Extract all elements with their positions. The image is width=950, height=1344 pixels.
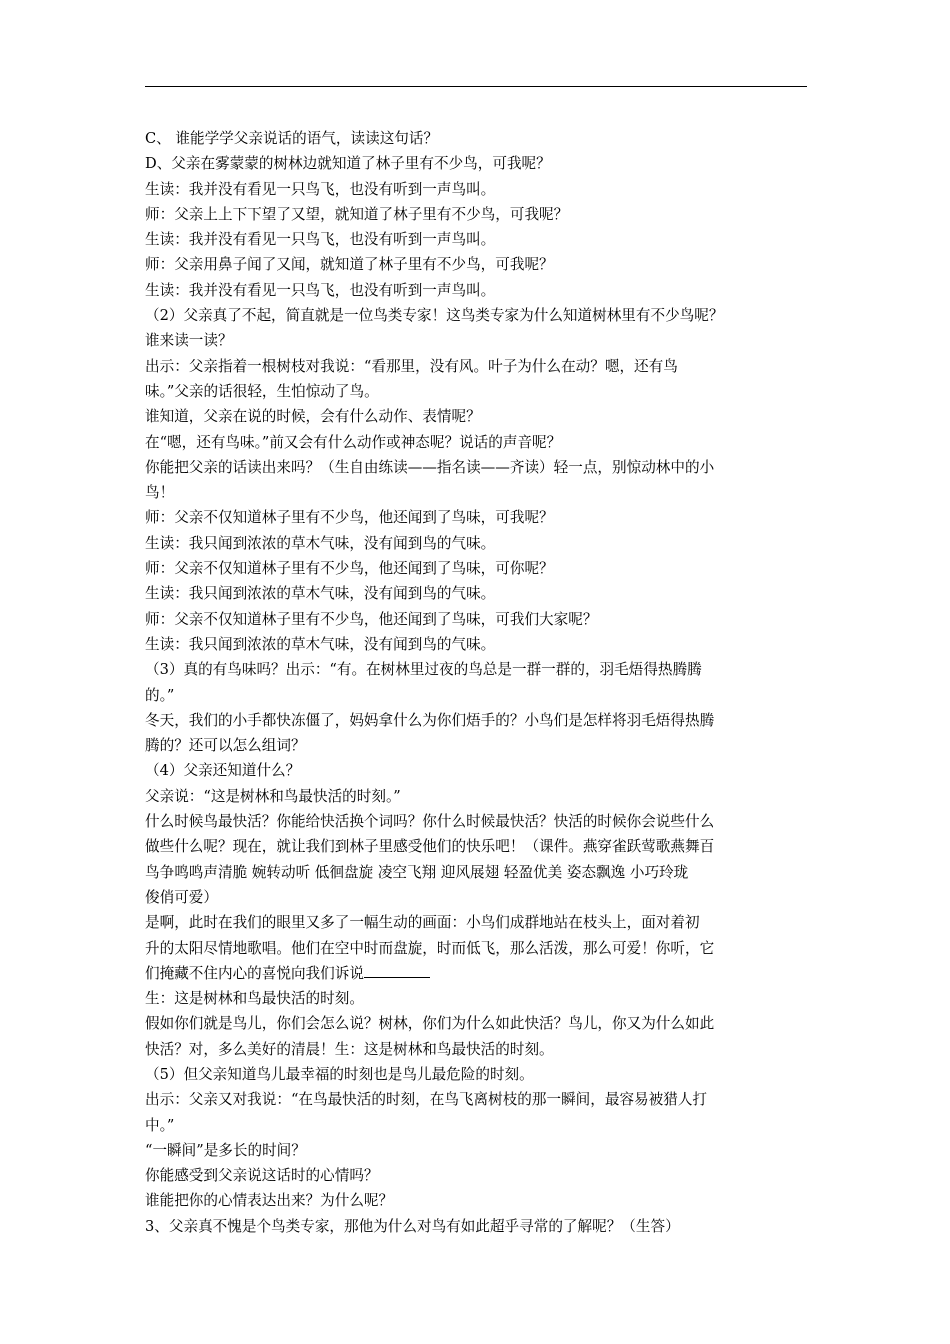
text-line: 生：这是树林和鸟最快活的时刻。	[145, 990, 364, 1008]
fill-in-blank	[364, 961, 430, 978]
text-line: 升的太阳尽情地歌唱。他们在空中时而盘旋，时而低飞，那么活泼，那么可爱！你听，它	[145, 939, 715, 957]
text-line: 做些什么呢？现在，就让我们到林子里感受他们的快乐吧！（课件。燕穿雀跃莺歌燕舞百	[145, 838, 715, 856]
text-line: 什么时候鸟最快活？你能给快活换个词吗？你什么时候最快活？快活的时候你会说些什么	[145, 813, 715, 831]
text-line: 生读：我只闻到浓浓的草木气味，没有闻到鸟的气味。	[145, 585, 496, 603]
text-line: 假如你们就是鸟儿，你们会怎么说？树林，你们为什么如此快活？鸟儿，你又为什么如此	[145, 1015, 715, 1033]
text-line: 你能感受到父亲说这话时的心情吗？	[145, 1167, 379, 1185]
text-line: 师：父亲不仅知道林子里有不少鸟，他还闻到了鸟味，可我们大家呢？	[145, 610, 598, 628]
header-rule	[145, 86, 807, 87]
text-line: 鸟争鸣鸣声清脆 婉转动听 低徊盘旋 凌空飞翔 迎风展翅 轻盈优美 姿态飘逸 小巧玲珑	[145, 863, 689, 881]
text-line: “一瞬间”是多长的时间？	[145, 1141, 306, 1159]
text-line: （3）真的有鸟味吗？出示：“有。在树林里过夜的鸟总是一群一群的，羽毛焐得热腾腾	[145, 661, 702, 679]
text-line: 在“嗯，还有鸟味。”前又会有什么动作或神态呢？说话的声音呢？	[145, 433, 562, 451]
text-line: 生读：我只闻到浓浓的草木气味，没有闻到鸟的气味。	[145, 635, 496, 653]
text-line: 谁能把你的心情表达出来？为什么呢？	[145, 1192, 394, 1210]
document-body	[145, 126, 807, 1239]
text-line: 快活？对，多么美好的清晨！生：这是树林和鸟最快活的时刻。	[145, 1040, 554, 1058]
text-line: 味。”父亲的话很轻，生怕惊动了鸟。	[145, 382, 379, 400]
text-line: 你能把父亲的话读出来吗？（生自由练读——指名读——齐读）轻一点，别惊动林中的小	[145, 458, 715, 476]
text-line: 的。”	[145, 686, 175, 704]
text-line: 师：父亲不仅知道林子里有不少鸟，他还闻到了鸟味，可你呢？	[145, 560, 554, 578]
text-line: 腾的？还可以怎么组词？	[145, 737, 306, 755]
text-line: （4）父亲还知道什么？	[145, 762, 301, 780]
text-line: 中。”	[145, 1116, 175, 1134]
text-line: 生读：我并没有看见一只鸟飞，也没有听到一声鸟叫。	[145, 281, 496, 299]
text-line: 生读：我并没有看见一只鸟飞，也没有听到一声鸟叫。	[145, 231, 496, 249]
text-line: （5）但父亲知道鸟儿最幸福的时刻也是鸟儿最危险的时刻。	[145, 1065, 534, 1083]
text-line: 谁来读一读？	[145, 332, 233, 350]
text-line: 生读：我只闻到浓浓的草木气味，没有闻到鸟的气味。	[145, 534, 496, 552]
text-line: 父亲说：“这是树林和鸟最快活的时刻。”	[145, 787, 401, 805]
text-line: 出示：父亲指着一根树枝对我说：“看那里，没有风。叶子为什么在动？嗯，还有鸟	[145, 357, 678, 375]
text-line: 谁知道，父亲在说的时候，会有什么动作、表情呢？	[145, 408, 481, 426]
text-line: 鸟！	[145, 484, 175, 502]
text-line-content: 们掩藏不住内心的喜悦向我们诉说	[145, 964, 364, 982]
text-line: 出示：父亲又对我说：“在鸟最快活的时刻，在鸟飞离树枝的那一瞬间，最容易被猎人打	[145, 1091, 708, 1109]
text-line: 生读：我并没有看见一只鸟飞，也没有听到一声鸟叫。	[145, 180, 496, 198]
text-line: 3、父亲真不愧是个鸟类专家，那他为什么对鸟有如此超乎寻常的了解呢？（生答）	[145, 1217, 680, 1235]
text-line: C、 谁能学学父亲说话的语气，读读这句话？	[145, 130, 439, 147]
text-line: 师：父亲用鼻子闻了又闻，就知道了林子里有不少鸟，可我呢？	[145, 256, 554, 274]
text-line: 是啊，此时在我们的眼里又多了一幅生动的画面：小鸟们成群地站在枝头上，面对着初	[145, 914, 700, 932]
text-line: （2）父亲真了不起，简直就是一位鸟类专家！这鸟类专家为什么知道树林里有不少鸟呢？	[145, 307, 724, 325]
text-line: 冬天，我们的小手都快冻僵了，妈妈拿什么为你们焐手的？小鸟们是怎样将羽毛焐得热腾	[145, 711, 715, 729]
text-line: 俊俏可爱）	[145, 888, 218, 906]
text-line: 师：父亲上上下下望了又望，就知道了林子里有不少鸟，可我呢？	[145, 205, 569, 223]
text-line: 师：父亲不仅知道林子里有不少鸟，他还闻到了鸟味，可我呢？	[145, 509, 554, 527]
text-line-with-blank	[145, 961, 807, 986]
text-line: D、父亲在雾蒙蒙的树林边就知道了林子里有不少鸟，可我呢？	[145, 155, 551, 173]
